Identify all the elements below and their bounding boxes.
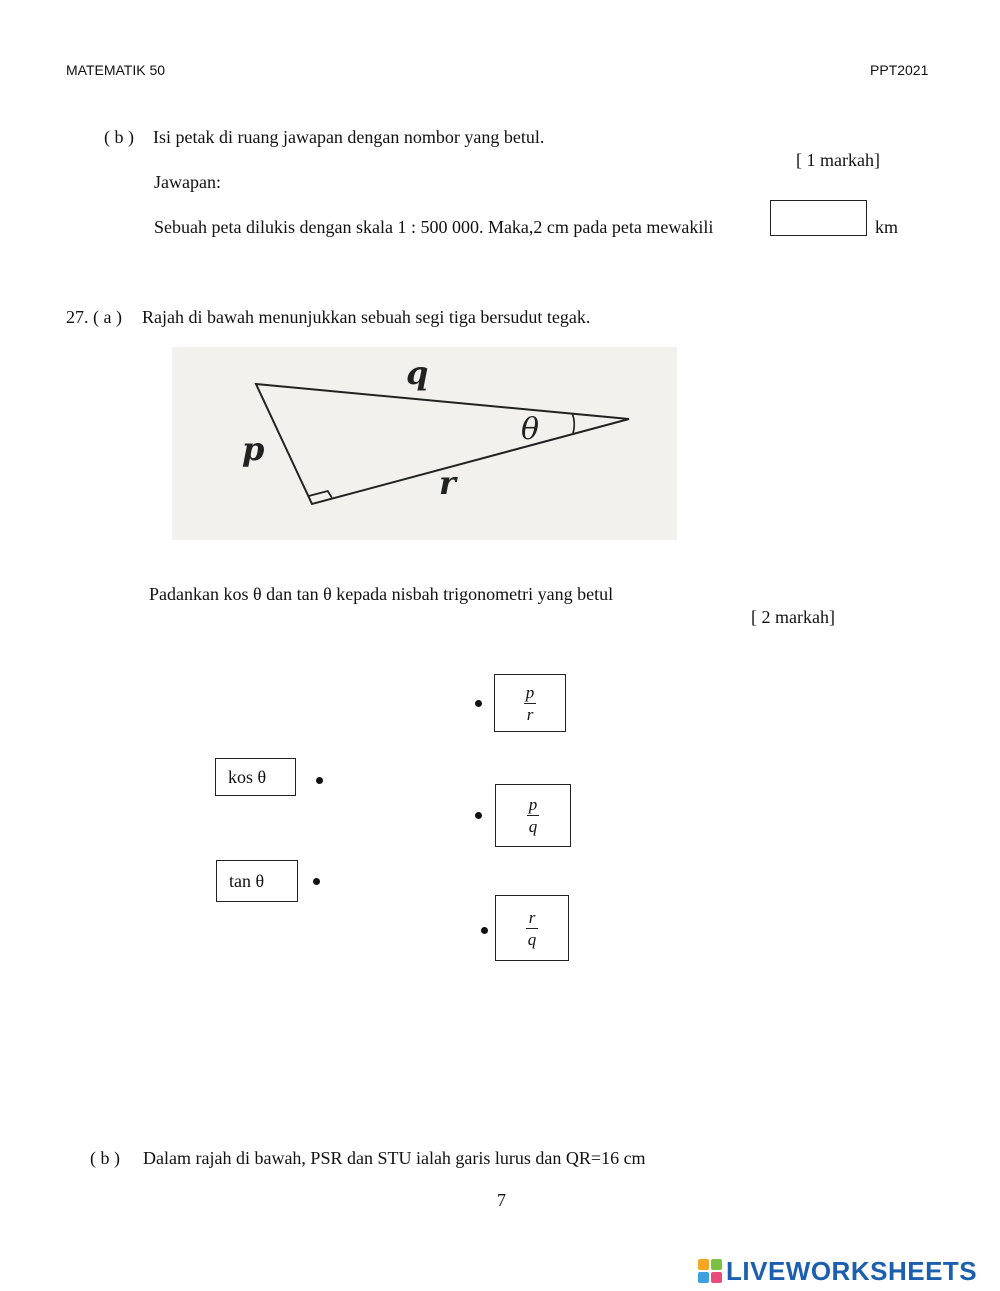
denominator: q <box>528 817 538 836</box>
liveworksheets-logo <box>698 1254 977 1288</box>
right-angle-marker <box>308 491 332 498</box>
label-q: q <box>406 354 429 392</box>
answer-input-box[interactable] <box>770 200 867 236</box>
q26b-marks: [ 1 markah] <box>796 150 880 170</box>
match-dot-right-2[interactable] <box>475 812 482 819</box>
logo-squares-icon <box>698 1259 722 1283</box>
fraction-box-p-over-q <box>495 784 571 847</box>
q27a-text: Rajah di bawah menunjukkan sebuah segi tiga bersudut tegak. <box>142 307 591 327</box>
q27b-label: ( b ) <box>90 1148 120 1168</box>
denominator: r <box>526 704 534 724</box>
triangle-svg <box>172 347 677 540</box>
angle-arc <box>572 414 574 435</box>
tan-theta-label: tan θ <box>229 871 265 891</box>
q26b-label: ( b ) <box>104 127 134 147</box>
fraction-box-r-over-q <box>495 895 569 961</box>
header-right: PPT2021 <box>870 62 929 78</box>
fraction-bar <box>524 703 536 704</box>
fraction-box-p-over-r <box>494 674 566 732</box>
label-r: r <box>439 464 456 502</box>
match-dot-right-3[interactable] <box>481 927 488 934</box>
match-dot-right-1[interactable] <box>475 700 482 707</box>
match-dot-left-kos[interactable] <box>316 777 323 784</box>
fraction-bar <box>526 928 538 929</box>
kos-theta-box <box>215 758 296 796</box>
q27a-number: 27. ( a ) <box>66 307 122 327</box>
denominator: q <box>527 929 537 949</box>
q26b-unit: km <box>875 217 899 237</box>
q26b-instruction: Isi petak di ruang jawapan dengan nombor yang betul. <box>153 127 545 147</box>
logo-text: LIVEWORKSHEETS <box>726 1255 978 1286</box>
q26b-answer-label: Jawapan: <box>154 172 221 192</box>
header-left: MATEMATIK 50 <box>66 62 166 78</box>
triangle-diagram <box>172 347 677 540</box>
numerator: p <box>525 682 535 702</box>
numerator: p <box>528 795 538 814</box>
match-dot-left-tan[interactable] <box>313 878 320 885</box>
q27a-instruction: Padankan kos θ dan tan θ kepada nisbah trigonometri yang betul <box>149 584 614 604</box>
kos-theta-label: kos θ <box>228 767 267 787</box>
label-theta: θ <box>521 412 540 447</box>
numerator: r <box>528 907 536 927</box>
label-p: p <box>242 430 265 468</box>
q27b-text: Dalam rajah di bawah, PSR dan STU ialah garis lurus dan QR=16 cm <box>143 1148 646 1168</box>
page-number: 7 <box>497 1190 506 1210</box>
fraction-bar <box>527 815 539 816</box>
q26b-statement: Sebuah peta dilukis dengan skala 1 : 500 000. Maka,2 cm pada peta mewakili <box>154 217 714 237</box>
tan-theta-box <box>216 860 298 902</box>
q27a-marks: [ 2 markah] <box>751 607 835 627</box>
